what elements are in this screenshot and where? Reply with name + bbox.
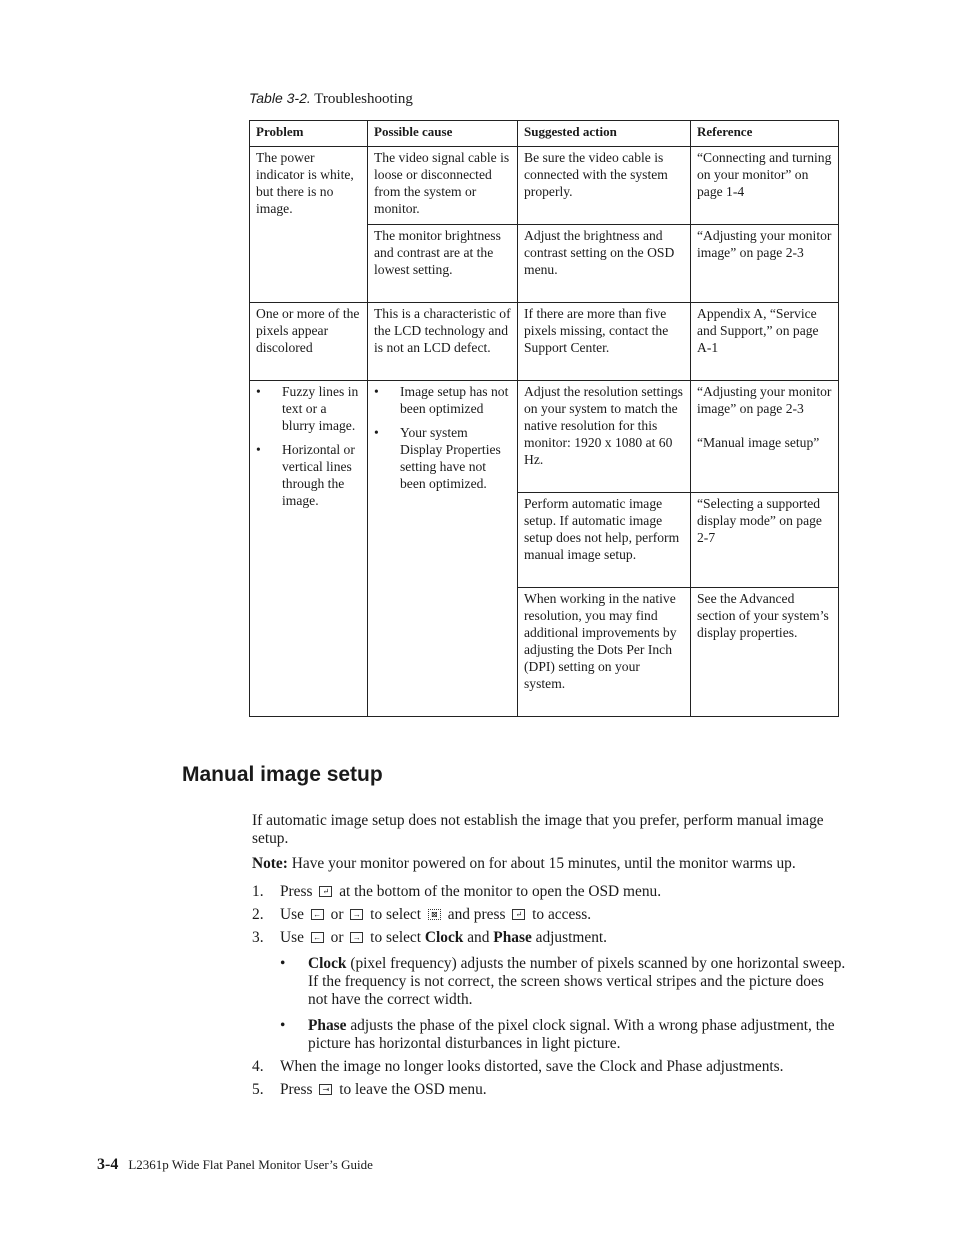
step-text: to select xyxy=(366,929,425,946)
troubleshooting-table xyxy=(249,120,839,717)
table-caption xyxy=(249,90,413,108)
list-item xyxy=(308,1017,847,1053)
step-text: Use xyxy=(280,929,308,946)
right-arrow-key-icon: → xyxy=(350,932,363,943)
cell-action: Adjust the resolution settings on your system to match the native resolution for this monitor: 1920 x 1080 at 60 Hz. xyxy=(518,381,691,493)
step-text: to access. xyxy=(528,906,592,923)
cell-reference: “Selecting a supported display mode” on page 2-7 xyxy=(691,493,839,588)
cell-reference: Appendix A, “Service and Support,” on page A-1 xyxy=(691,303,839,381)
header-possible-cause: Possible cause xyxy=(368,121,518,147)
cell-action: When working in the native resolution, you may find additional improvements by adjusting the Dots Per Inch (DPI) setting on your system. xyxy=(518,588,691,717)
section-body xyxy=(252,812,847,1104)
step-number: 3. xyxy=(252,929,264,946)
clock-description: (pixel frequency) adjusts the number of pixels scanned by one horizontal sweep. If the frequency is not correct, the screen shows vertical stripes and the picture does not have the correct width. xyxy=(308,955,846,1008)
cell-action: If there are more than five pixels missing, contact the Support Center. xyxy=(518,303,691,381)
step-text: adjustment. xyxy=(531,929,608,946)
cell-reference: “Connecting and turning on your monitor” on page 1-4 xyxy=(691,147,839,225)
adjustment-list xyxy=(280,955,847,1053)
reference-link: “Adjusting your monitor image” on page 2-3 xyxy=(697,384,832,416)
cell-problem: The power indicator is white, but there is no image. xyxy=(250,147,368,303)
cell-cause xyxy=(368,381,518,717)
step-number: 4. xyxy=(252,1058,264,1075)
cell-problem xyxy=(250,381,368,717)
cause-list xyxy=(374,383,511,492)
table-row xyxy=(250,303,839,381)
step-text: Use xyxy=(280,906,308,923)
step-text: to leave the OSD menu. xyxy=(335,1081,487,1098)
step-text: and xyxy=(463,929,494,946)
section-title: Manual image setup xyxy=(182,763,383,786)
step-number: 5. xyxy=(252,1081,264,1098)
table-header-row xyxy=(250,121,839,147)
note-text: Have your monitor powered on for about 15 minutes, until the monitor warms up. xyxy=(287,855,796,872)
table-row xyxy=(250,381,839,493)
exit-key-icon: ⇥ xyxy=(319,1084,332,1095)
step-item xyxy=(252,883,847,901)
table-row xyxy=(250,147,839,225)
step-text: at the bottom of the monitor to open the OSD menu. xyxy=(335,883,662,900)
step-item xyxy=(252,929,847,1053)
step-text: Press xyxy=(280,883,317,900)
cell-cause: The video signal cable is loose or disconnected from the system or monitor. xyxy=(368,147,518,225)
header-reference: Reference xyxy=(691,121,839,147)
cell-problem: One or more of the pixels appear discolored xyxy=(250,303,368,381)
cell-cause: This is a characteristic of the LCD technology and is not an LCD defect. xyxy=(368,303,518,381)
left-arrow-key-icon: ← xyxy=(311,932,324,943)
list-item: • Your system Display Properties setting have not been optimized. xyxy=(400,424,511,492)
enter-key-icon: ↵ xyxy=(512,909,525,920)
list-item: • Fuzzy lines in text or a blurry image. xyxy=(282,383,361,434)
table-caption-text: Troubleshooting xyxy=(310,91,413,107)
phase-description: adjusts the phase of the pixel clock signal. With a wrong phase adjustment, the picture has horizontal disturbances in light picture. xyxy=(308,1017,835,1052)
page-footer xyxy=(97,1156,373,1174)
steps-list xyxy=(252,883,847,1099)
step-text: or xyxy=(326,906,348,923)
intro-paragraph: If automatic image setup does not establish the image that you prefer, perform manual image setup. xyxy=(252,812,824,847)
clock-label: Clock xyxy=(308,955,347,972)
cell-cause: The monitor brightness and contrast are at the lowest setting. xyxy=(368,225,518,303)
problem-list xyxy=(256,383,361,509)
header-suggested-action: Suggested action xyxy=(518,121,691,147)
cell-reference: See the Advanced section of your system’s display properties. xyxy=(691,588,839,717)
right-arrow-key-icon: → xyxy=(350,909,363,920)
reference-link: “Manual image setup” xyxy=(697,435,820,450)
step-number: 1. xyxy=(252,883,264,900)
step-item xyxy=(252,1081,847,1099)
cell-action: Be sure the video cable is connected with the system properly. xyxy=(518,147,691,225)
image-setup-icon: ⊠ xyxy=(428,909,441,920)
table-caption-label: Table 3-2. xyxy=(249,90,311,106)
list-item xyxy=(308,955,847,1009)
phase-term: Phase xyxy=(493,929,532,946)
list-item: • Horizontal or vertical lines through the image. xyxy=(282,441,361,509)
guide-title: L2361p Wide Flat Panel Monitor User’s Guide xyxy=(128,1157,373,1172)
note-paragraph xyxy=(252,855,847,873)
step-text: or xyxy=(326,929,348,946)
step-text: When the image no longer looks distorted, save the Clock and Phase adjustments. xyxy=(280,1058,784,1075)
phase-label: Phase xyxy=(308,1017,347,1034)
header-problem: Problem xyxy=(250,121,368,147)
step-text: and press xyxy=(443,906,510,923)
step-item xyxy=(252,1058,847,1076)
list-item: • Image setup has not been optimized xyxy=(400,383,511,417)
step-text: to select xyxy=(366,906,425,923)
page-number: 3-4 xyxy=(97,1156,119,1173)
step-number: 2. xyxy=(252,906,264,923)
left-arrow-key-icon: ← xyxy=(311,909,324,920)
cell-action: Adjust the brightness and contrast setting on the OSD menu. xyxy=(518,225,691,303)
clock-term: Clock xyxy=(424,929,464,946)
cell-reference: “Adjusting your monitor image” on page 2-3 xyxy=(691,225,839,303)
enter-key-icon: ↵ xyxy=(319,886,332,897)
note-label: Note: xyxy=(252,855,288,872)
step-text: Press xyxy=(280,1081,317,1098)
cell-reference xyxy=(691,381,839,493)
cell-action: Perform automatic image setup. If automatic image setup does not help, perform manual image setup. xyxy=(518,493,691,588)
step-item xyxy=(252,906,847,924)
